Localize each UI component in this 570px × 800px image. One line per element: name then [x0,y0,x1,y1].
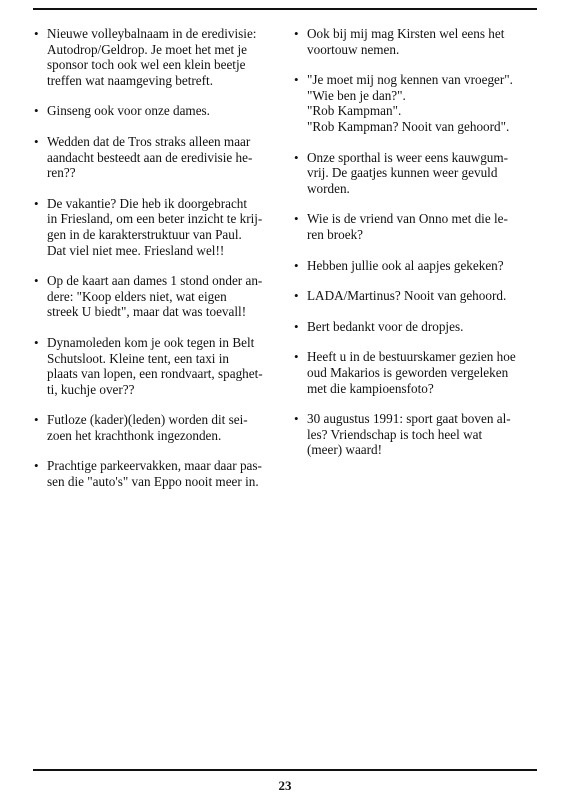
list-item [33,134,271,181]
list-item [293,288,533,304]
item-text: Bert bedankt voor de dropjes. [307,318,464,334]
bullet-icon: • [34,133,39,149]
item-text: LADA/Martinus? Nooit van gehoord. [307,288,507,304]
item-text: Futloze (kader)(leden) worden dit sei- zoen het krachthonk ingezonden. [47,412,248,443]
list-item [293,72,533,134]
list-item [33,335,271,397]
item-text: Hebben jullie ook al aapjes gekeken? [307,257,504,273]
bullet-icon: • [294,26,299,41]
bullet-icon: • [294,411,299,427]
list-item [293,319,533,335]
list-item [293,258,533,274]
item-text: Wie is de vriend van Onno met die le- ren broek? [307,211,508,242]
bullet-icon: • [294,257,299,273]
bullet-icon: • [34,458,39,474]
item-text: Prachtige parkeervakken, maar daar pas- sen die "auto's" van Eppo nooit meer in. [47,458,262,490]
item-text: "Je moet mij nog kennen van vroeger". "Wie ben je dan?". "Rob Kampman". "Rob Kampman? Nooit van gehoord". [307,72,513,134]
item-text: Op de kaart aan dames 1 stond onder an- dere: "Koop elders niet, wat eigen streek U biedt", maar dat was toevall! [47,273,263,320]
list-item [33,273,271,320]
bullet-icon: • [294,72,299,88]
item-text: Nieuwe volleybalnaam in de eredivisie: Autodrop/Geldrop. Je moet het met je sponsor toch ook wel een klein beetje treffen wat naamgeving betreft. [47,26,257,88]
list-item [33,196,271,258]
list-item [33,26,271,88]
list-item [293,349,533,396]
top-rule [33,8,537,10]
list-item [33,458,271,489]
bullet-icon: • [34,103,39,119]
bullet-icon: • [294,288,299,304]
item-text: Dynamoleden kom je ook tegen in Belt Schutsloot. Kleine tent, een taxi in plaats van lopen, een rondvaart, spaghet- ti, kuchje over?? [47,334,263,397]
left-column [33,26,271,505]
bullet-icon: • [294,349,299,365]
item-text: Heeft u in de bestuurskamer gezien hoe oud Makarios is geworden vergeleken met die kampioensfoto? [307,349,516,396]
list-item [293,211,533,242]
item-text: Wedden dat de Tros straks alleen maar aandacht besteedt aan de eredivisie he- ren?? [47,133,253,181]
list-item [293,26,533,57]
item-text: Ook bij mij mag Kirsten wel eens het voortouw nemen. [307,26,505,57]
item-text: Onze sporthal is weer eens kauwgum- vrij. De gaatjes kunnen weer gevuld worden. [307,149,509,196]
item-text: De vakantie? Die heb ik doorgebracht in Friesland, om een beter inzicht te krij- gen in de karakterstruktuur van Paul. Dat viel niet mee. Friesland wel!! [47,195,263,258]
item-text: Ginseng ook voor onze dames. [47,103,210,119]
bullet-icon: • [294,318,299,334]
list-item [33,412,271,443]
bullet-icon: • [34,334,39,350]
list-item [293,411,533,458]
bullet-icon: • [294,149,299,165]
bullet-icon: • [34,412,39,428]
list-item [33,103,271,119]
right-column [293,26,533,473]
list-item [293,150,533,197]
bottom-rule [33,769,537,771]
item-text: 30 augustus 1991: sport gaat boven al- les? Vriendschap is toch heel wat (meer) waard! [307,411,511,458]
bullet-icon: • [294,211,299,227]
bullet-icon: • [34,195,39,211]
page-number: 23 [278,778,292,793]
bullet-icon: • [34,26,39,41]
bullet-icon: • [34,273,39,289]
